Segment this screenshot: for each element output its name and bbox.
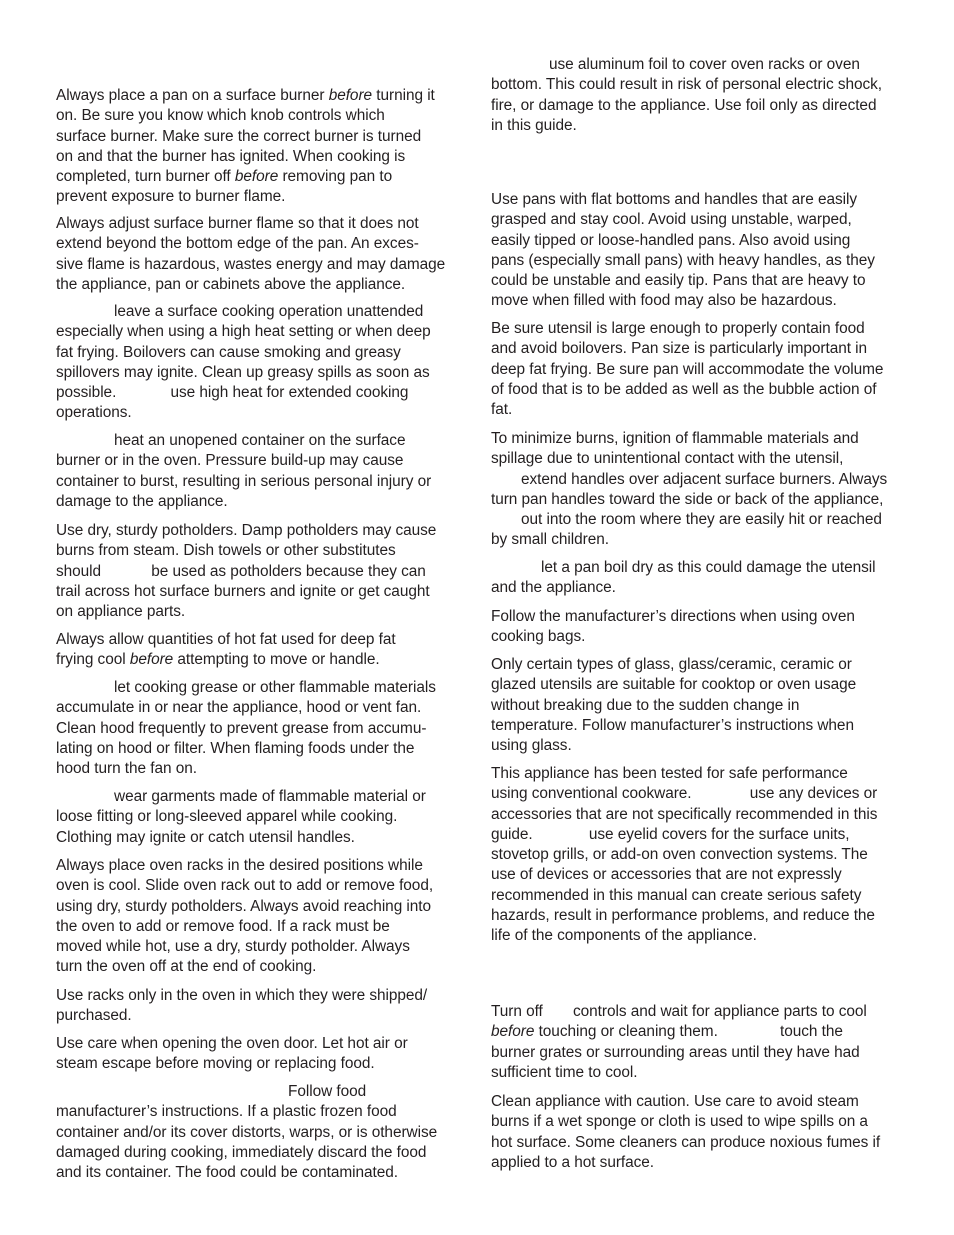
text-line bbox=[56, 187, 466, 207]
text-run: let cooking grease or other flammable materials bbox=[114, 679, 436, 696]
text-run: burner grates or surrounding areas until they have had bbox=[491, 1043, 860, 1061]
text-line bbox=[491, 558, 911, 578]
text-run: hot surface. Some cleaners can produce noxious fumes if bbox=[491, 1133, 881, 1151]
text-run: Use pans with flat bottoms and handles that are easily bbox=[491, 191, 858, 208]
text-line bbox=[491, 1002, 911, 1022]
text-line bbox=[56, 1082, 466, 1102]
paragraph bbox=[56, 678, 466, 779]
paragraph bbox=[491, 655, 911, 756]
text-line bbox=[491, 116, 911, 136]
text-run: Follow the manufacturer’s directions when using oven bbox=[491, 608, 855, 625]
text-run: trail across hot surface burners and ignite or get caught bbox=[56, 582, 430, 600]
text-line bbox=[491, 231, 911, 251]
text-line bbox=[491, 805, 911, 825]
text-run: extend beyond the bottom edge of the pan. An exces- bbox=[56, 235, 419, 253]
text-run: Clean hood frequently to prevent grease from accumu- bbox=[56, 719, 427, 737]
text-line bbox=[491, 764, 911, 784]
text-line bbox=[491, 784, 911, 804]
text-run: easily tipped or loose-handled pans. Also avoid using bbox=[491, 231, 851, 249]
text-run: especially when using a high heat setting or when deep bbox=[56, 323, 431, 341]
text-run: Always adjust surface burner flame so that it does not bbox=[56, 215, 419, 232]
text-run: the oven to add or remove food. If a rack must be bbox=[56, 917, 390, 935]
paragraph bbox=[56, 214, 466, 295]
text-run: should bbox=[56, 562, 106, 580]
text-run: the appliance, pan or cabinets above the appliance. bbox=[56, 275, 406, 293]
text-run: turn pan handles toward the side or back of the appliance, bbox=[491, 490, 884, 508]
paragraph bbox=[56, 1082, 466, 1183]
text-line bbox=[56, 1143, 466, 1163]
text-line bbox=[491, 251, 911, 271]
text-line bbox=[491, 675, 911, 695]
paragraph bbox=[491, 1092, 911, 1173]
text-run: frying cool bbox=[56, 651, 130, 669]
text-line bbox=[491, 578, 911, 598]
paragraph bbox=[491, 190, 911, 312]
text-run: operations. bbox=[56, 404, 132, 422]
text-line bbox=[56, 1102, 466, 1122]
text-line bbox=[491, 510, 911, 530]
text-run: container and/or its cover distorts, warps, or is otherwise bbox=[56, 1123, 438, 1141]
text-line bbox=[56, 650, 466, 670]
text-run: use eyelid covers for the surface units, bbox=[588, 825, 850, 843]
text-line bbox=[491, 271, 911, 291]
text-line bbox=[491, 400, 911, 420]
text-run: turning it bbox=[372, 87, 435, 104]
text-line bbox=[56, 759, 466, 779]
text-line bbox=[491, 291, 911, 311]
text-line bbox=[491, 825, 911, 845]
text-run: heat an unopened container on the surface bbox=[114, 432, 406, 449]
text-run: use of devices or accessories that are not expressly bbox=[491, 866, 842, 884]
text-run: moved while hot, use a dry, sturdy potholder. Always bbox=[56, 938, 410, 956]
text-run: use any devices or bbox=[749, 785, 878, 803]
text-run: touch the bbox=[780, 1023, 843, 1041]
text-run: turn the oven off at the end of cooking. bbox=[56, 958, 317, 976]
paragraph bbox=[491, 607, 911, 648]
text-run: prevent exposure to burner flame. bbox=[56, 188, 286, 206]
text-line bbox=[56, 214, 466, 234]
paragraph bbox=[491, 764, 911, 947]
text-line bbox=[56, 917, 466, 937]
text-line bbox=[56, 1054, 466, 1074]
text-line bbox=[491, 429, 911, 449]
paragraph bbox=[491, 429, 911, 551]
text-run: use high heat for extended cooking bbox=[170, 384, 409, 402]
text-line bbox=[56, 472, 466, 492]
paragraph bbox=[56, 521, 466, 622]
text-line bbox=[56, 1163, 466, 1183]
text-run: sufficient time to cool. bbox=[491, 1063, 638, 1081]
text-run: controls and wait for appliance parts to cool bbox=[573, 1003, 867, 1020]
text-line bbox=[56, 856, 466, 876]
text-line bbox=[491, 1043, 911, 1063]
text-line bbox=[491, 716, 911, 736]
text-line bbox=[56, 167, 466, 187]
text-line bbox=[491, 339, 911, 359]
text-line bbox=[491, 1112, 911, 1132]
text-line bbox=[491, 886, 911, 906]
text-run: Only certain types of glass, glass/ceramic, ceramic or bbox=[491, 656, 852, 673]
text-line bbox=[56, 582, 466, 602]
text-line bbox=[56, 562, 466, 582]
text-run: on. Be sure you know which knob controls which bbox=[56, 107, 385, 125]
text-line bbox=[56, 678, 466, 698]
text-run: Always place a pan on a surface burner bbox=[56, 87, 329, 104]
emphasis-text: before bbox=[129, 651, 174, 669]
text-run: burns if a wet sponge or cloth is used to wipe spills on a bbox=[491, 1113, 868, 1131]
text-run: glazed utensils are suitable for cooktop or oven usage bbox=[491, 676, 857, 694]
text-line bbox=[56, 630, 466, 650]
text-line bbox=[491, 865, 911, 885]
text-line bbox=[491, 319, 911, 339]
text-run: Use racks only in the oven in which they were shipped/ bbox=[56, 987, 428, 1004]
text-line bbox=[56, 876, 466, 896]
text-line bbox=[56, 234, 466, 254]
text-line bbox=[56, 541, 466, 561]
text-line bbox=[491, 696, 911, 716]
paragraph bbox=[56, 986, 466, 1027]
text-line bbox=[491, 1022, 911, 1042]
text-line bbox=[491, 75, 911, 95]
text-run: Always place oven racks in the desired positions while bbox=[56, 857, 423, 874]
text-line bbox=[56, 147, 466, 167]
text-run: on and that the burner has ignited. When cooking is bbox=[56, 147, 406, 165]
text-run: possible. bbox=[56, 384, 121, 402]
text-run: recommended in this manual can create serious safety bbox=[491, 886, 862, 904]
text-run: guide. bbox=[491, 825, 537, 843]
paragraph bbox=[491, 558, 911, 599]
text-line bbox=[491, 190, 911, 210]
text-line bbox=[491, 906, 911, 926]
text-line bbox=[491, 470, 911, 490]
text-line bbox=[56, 302, 466, 322]
text-line bbox=[56, 363, 466, 383]
text-run: Clean appliance with caution. Use care to avoid steam bbox=[491, 1093, 859, 1110]
text-run: manufacturer’s instructions. If a plastic frozen food bbox=[56, 1103, 397, 1121]
text-line bbox=[56, 719, 466, 739]
text-line bbox=[491, 490, 911, 510]
text-run: using dry, sturdy potholders. Always avoid reaching into bbox=[56, 897, 432, 915]
text-line bbox=[491, 380, 911, 400]
paragraph bbox=[56, 787, 466, 848]
paragraph bbox=[56, 86, 466, 208]
text-run: could be unstable and easily tip. Pans that are heavy to bbox=[491, 272, 866, 290]
text-line bbox=[491, 1133, 911, 1153]
text-line bbox=[56, 383, 466, 403]
text-run: cooking bags. bbox=[491, 628, 586, 646]
text-line bbox=[56, 787, 466, 807]
text-line bbox=[56, 698, 466, 718]
text-run: surface burner. Make sure the correct burner is turned bbox=[56, 127, 422, 145]
text-line bbox=[56, 322, 466, 342]
text-run: let a pan boil dry as this could damage the utensil bbox=[541, 559, 876, 576]
text-run: life of the components of the appliance. bbox=[491, 927, 757, 945]
text-line bbox=[56, 1034, 466, 1054]
text-line bbox=[56, 451, 466, 471]
text-line bbox=[491, 96, 911, 116]
text-run: in this guide. bbox=[491, 116, 577, 134]
text-run: and its container. The food could be contaminated. bbox=[56, 1164, 399, 1182]
text-line bbox=[56, 1006, 466, 1026]
text-run: wear garments made of flammable material or bbox=[114, 788, 426, 805]
text-run: applied to a hot surface. bbox=[491, 1153, 655, 1171]
paragraph bbox=[56, 302, 466, 424]
paragraph bbox=[56, 630, 466, 671]
text-run: grasped and stay cool. Avoid using unstable, warped, bbox=[491, 211, 852, 229]
text-run: be used as potholders because they can bbox=[151, 562, 426, 580]
text-run: spillage due to unintentional contact with the utensil, bbox=[491, 450, 844, 468]
text-run: leave a surface cooking operation unattended bbox=[114, 303, 424, 320]
text-run: fat. bbox=[491, 401, 513, 419]
text-line bbox=[56, 127, 466, 147]
text-line bbox=[491, 1063, 911, 1083]
text-run: temperature. Follow manufacturer’s instructions when bbox=[491, 716, 854, 734]
text-run: accumulate in or near the appliance, hood or vent fan. bbox=[56, 699, 422, 717]
text-run: accessories that are not specifically recommended in this bbox=[491, 805, 878, 823]
text-line bbox=[56, 106, 466, 126]
text-run: bottom. This could result in risk of personal electric shock, bbox=[491, 76, 883, 94]
text-run: oven is cool. Slide oven rack out to add or remove food, bbox=[56, 877, 434, 895]
text-run: hazards, result in performance problems, and reduce the bbox=[491, 907, 875, 925]
text-run: burns from steam. Dish towels or other substitutes bbox=[56, 542, 396, 560]
paragraph bbox=[56, 431, 466, 512]
text-run: container to burst, resulting in serious personal injury or bbox=[56, 472, 432, 490]
text-line bbox=[491, 627, 911, 647]
text-run: burner or in the oven. Pressure build-up may cause bbox=[56, 452, 404, 470]
text-run: using conventional cookware. bbox=[491, 785, 696, 803]
text-run: lating on hood or filter. When flaming foods under the bbox=[56, 739, 415, 757]
text-line bbox=[56, 343, 466, 363]
text-line bbox=[56, 828, 466, 848]
text-run: without breaking due to the sudden change in bbox=[491, 696, 800, 714]
paragraph bbox=[491, 55, 911, 136]
text-run: pans (especially small pans) with heavy handles, as they bbox=[491, 251, 875, 269]
text-run: move when filled with food may also be hazardous. bbox=[491, 292, 837, 310]
text-run: purchased. bbox=[56, 1007, 132, 1025]
text-run: using glass. bbox=[491, 737, 572, 755]
text-run: stovetop grills, or add-on oven convection systems. The bbox=[491, 846, 868, 864]
text-run: Clothing may ignite or catch utensil handles. bbox=[56, 828, 355, 846]
text-run: by small children. bbox=[491, 531, 609, 549]
emphasis-text: before bbox=[234, 168, 279, 186]
text-run: damaged during cooking, immediately discard the food bbox=[56, 1143, 427, 1161]
emphasis-text: before bbox=[491, 1023, 535, 1041]
text-line bbox=[56, 255, 466, 275]
text-line bbox=[491, 926, 911, 946]
text-line bbox=[56, 897, 466, 917]
text-line bbox=[491, 55, 911, 75]
text-run: touching or cleaning them. bbox=[534, 1023, 723, 1041]
text-line bbox=[56, 986, 466, 1006]
text-line bbox=[56, 521, 466, 541]
text-run: To minimize burns, ignition of flammable materials and bbox=[491, 430, 859, 447]
text-run: fat frying. Boilovers can cause smoking and greasy bbox=[56, 343, 401, 361]
text-run: of food that is to be added as well as the bubble action of bbox=[491, 380, 877, 398]
paragraph bbox=[56, 856, 466, 978]
text-run: Be sure utensil is large enough to properly contain food bbox=[491, 320, 865, 337]
text-run: and the appliance. bbox=[491, 579, 616, 597]
text-run: out into the room where they are easily hit or reached bbox=[521, 511, 882, 529]
text-run: loose fitting or long-sleeved apparel while cooking. bbox=[56, 808, 398, 826]
text-run: Use dry, sturdy potholders. Damp potholders may cause bbox=[56, 522, 437, 539]
text-run: damage to the appliance. bbox=[56, 492, 228, 510]
paragraph bbox=[491, 319, 911, 420]
text-line bbox=[491, 1153, 911, 1173]
text-line bbox=[491, 655, 911, 675]
text-line bbox=[491, 530, 911, 550]
text-line bbox=[491, 736, 911, 756]
text-run: sive flame is hazardous, wastes energy and may damage bbox=[56, 255, 446, 273]
paragraph bbox=[491, 1002, 911, 1083]
text-run: removing pan to bbox=[278, 168, 393, 186]
text-line bbox=[56, 431, 466, 451]
text-line bbox=[491, 845, 911, 865]
text-line bbox=[56, 957, 466, 977]
text-line bbox=[491, 449, 911, 469]
text-run: fire, or damage to the appliance. Use foil only as directed bbox=[491, 96, 877, 114]
text-run: Use care when opening the oven door. Let hot air or bbox=[56, 1035, 408, 1052]
text-run: on appliance parts. bbox=[56, 603, 186, 621]
text-run: extend handles over adjacent surface burners. Always bbox=[521, 470, 888, 488]
text-run: attempting to move or handle. bbox=[173, 651, 380, 669]
text-run: use aluminum foil to cover oven racks or oven bbox=[549, 56, 860, 73]
text-run: completed, turn burner off bbox=[56, 168, 235, 186]
text-run: Follow food bbox=[288, 1083, 367, 1100]
emphasis-text: before bbox=[328, 87, 373, 104]
paragraph bbox=[56, 1034, 466, 1075]
text-line bbox=[56, 807, 466, 827]
text-line bbox=[56, 403, 466, 423]
text-run: and avoid boilovers. Pan size is particularly important in bbox=[491, 340, 868, 358]
text-line bbox=[491, 1092, 911, 1112]
text-run: hood turn the fan on. bbox=[56, 760, 197, 778]
text-line bbox=[56, 937, 466, 957]
text-line bbox=[491, 607, 911, 627]
text-run: steam escape before moving or replacing food. bbox=[56, 1055, 375, 1073]
text-line bbox=[56, 275, 466, 295]
text-run: spillovers may ignite. Clean up greasy spills as soon as bbox=[56, 363, 430, 381]
text-line bbox=[56, 1123, 466, 1143]
text-line bbox=[56, 739, 466, 759]
text-line bbox=[56, 602, 466, 622]
text-line bbox=[56, 492, 466, 512]
text-line bbox=[491, 210, 911, 230]
text-run: Turn off bbox=[491, 1003, 548, 1020]
text-run: deep fat frying. Be sure pan will accommodate the volume bbox=[491, 360, 884, 378]
text-run: Always allow quantities of hot fat used for deep fat bbox=[56, 631, 396, 648]
text-run: This appliance has been tested for safe performance bbox=[491, 765, 848, 782]
text-line bbox=[56, 86, 466, 106]
text-line bbox=[491, 360, 911, 380]
